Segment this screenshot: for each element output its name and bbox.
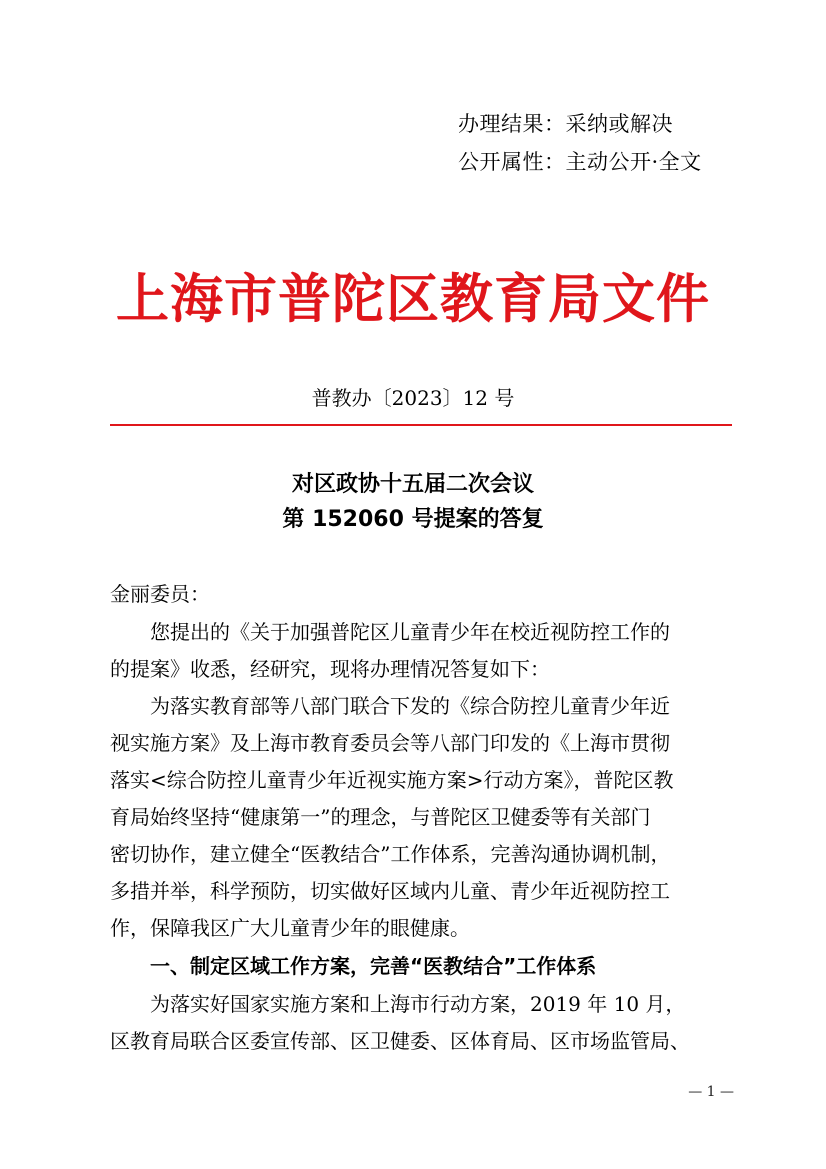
body-line: 作，保障我区广大儿童青少年的眼健康。 xyxy=(110,916,470,940)
body-line: 落实<综合防控儿童青少年近视实施方案>行动方案》，普陀区教 xyxy=(110,768,674,792)
body-line: 区教育局联合区委宣传部、区卫健委、区体育局、区市场监管局、 xyxy=(110,1029,690,1053)
body-line: 密切协作，建立健全“医教结合”工作体系，完善沟通协调机制， xyxy=(110,842,671,866)
body-line: 的提案》收悉，经研究，现将办理情况答复如下： xyxy=(110,657,550,681)
disclosure-attribute: 公开属性：主动公开·全文 xyxy=(458,150,702,174)
body-line: 为落实好国家实施方案和上海市行动方案，2019 年 10 月， xyxy=(150,992,686,1016)
agency-document-header: 上海市普陀区教育局文件 xyxy=(116,268,710,330)
salutation: 金丽委员： xyxy=(110,582,210,606)
body-line: 视实施方案》及上海市教育委员会等八部门印发的《上海市贯彻 xyxy=(110,731,670,755)
body-line: 育局始终坚持“健康第一”的理念，与普陀区卫健委等有关部门 xyxy=(110,805,651,829)
red-divider-line xyxy=(110,424,732,426)
page-number: — 1 — xyxy=(688,1084,734,1100)
body-line: 为落实教育部等八部门联合下发的《综合防控儿童青少年近 xyxy=(150,694,670,718)
document-title-line-1: 对区政协十五届二次会议 xyxy=(291,472,534,497)
document-title-line-2: 第 152060 号提案的答复 xyxy=(282,507,544,532)
section-heading: 一、制定区域工作方案，完善“医教结合”工作体系 xyxy=(150,954,597,978)
document-number: 普教办〔2023〕12 号 xyxy=(311,386,515,410)
body-line: 您提出的《关于加强普陀区儿童青少年在校近视防控工作的 xyxy=(150,620,670,644)
body-line: 多措并举，科学预防，切实做好区域内儿童、青少年近视防控工 xyxy=(110,879,670,903)
handling-result: 办理结果：采纳或解决 xyxy=(458,112,673,136)
